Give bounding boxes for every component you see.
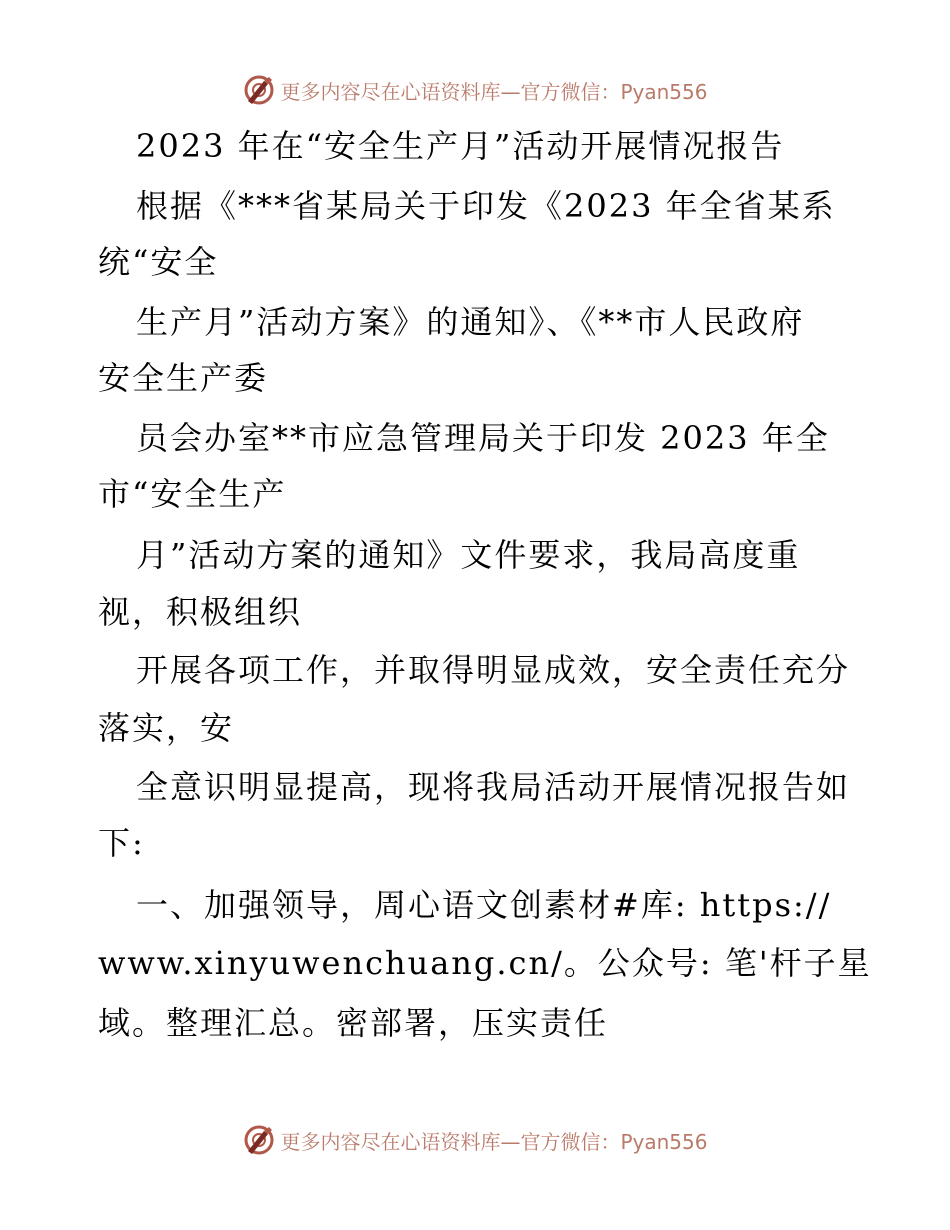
paragraph-line: 生产月”活动方案》的通知》、《**市人民政府: [136, 303, 805, 341]
paragraph-line: 安全生产委: [98, 359, 269, 397]
watermark-footer: [0, 1120, 950, 1160]
watermark-header: [0, 70, 950, 110]
paragraph-line: 域。整理汇总。密部署，压实责任: [98, 1004, 609, 1042]
paragraph-line: 员会办室**市应急管理局关于印发 2023 年全: [136, 419, 830, 457]
paragraph-line: 统“安全: [98, 243, 219, 281]
pen-logo-icon: [242, 73, 276, 107]
paragraph-line: 全意识明显提高，现将我局活动开展情况报告如: [136, 768, 851, 806]
paragraph-line: 下:: [98, 824, 145, 862]
paragraph-line: 视，积极组织: [98, 593, 303, 631]
paragraph-line: www.xinyuwenchuang.cn/。公众号: 笔'杆子星: [98, 944, 872, 982]
watermark-text: 更多内容尽在心语资料库—官方微信：Pyan556: [280, 1129, 708, 1154]
paragraph-line: 市“安全生产: [98, 475, 287, 513]
watermark-text: 更多内容尽在心语资料库—官方微信：Pyan556: [280, 79, 708, 104]
document-title: 2023 年在“安全生产月”活动开展情况报告: [136, 127, 785, 165]
paragraph-line: 月”活动方案的通知》文件要求，我局高度重: [136, 536, 801, 574]
paragraph-line: 开展各项工作，并取得明显成效，安全责任充分: [136, 651, 851, 689]
pen-logo-icon: [242, 1123, 276, 1157]
paragraph-line: 一、加强领导，周心语文创素材#库: https://: [136, 886, 832, 924]
paragraph-line: 落实，安: [98, 709, 235, 747]
paragraph-line: 根据《***省某局关于印发《2023 年全省某系: [136, 187, 836, 225]
